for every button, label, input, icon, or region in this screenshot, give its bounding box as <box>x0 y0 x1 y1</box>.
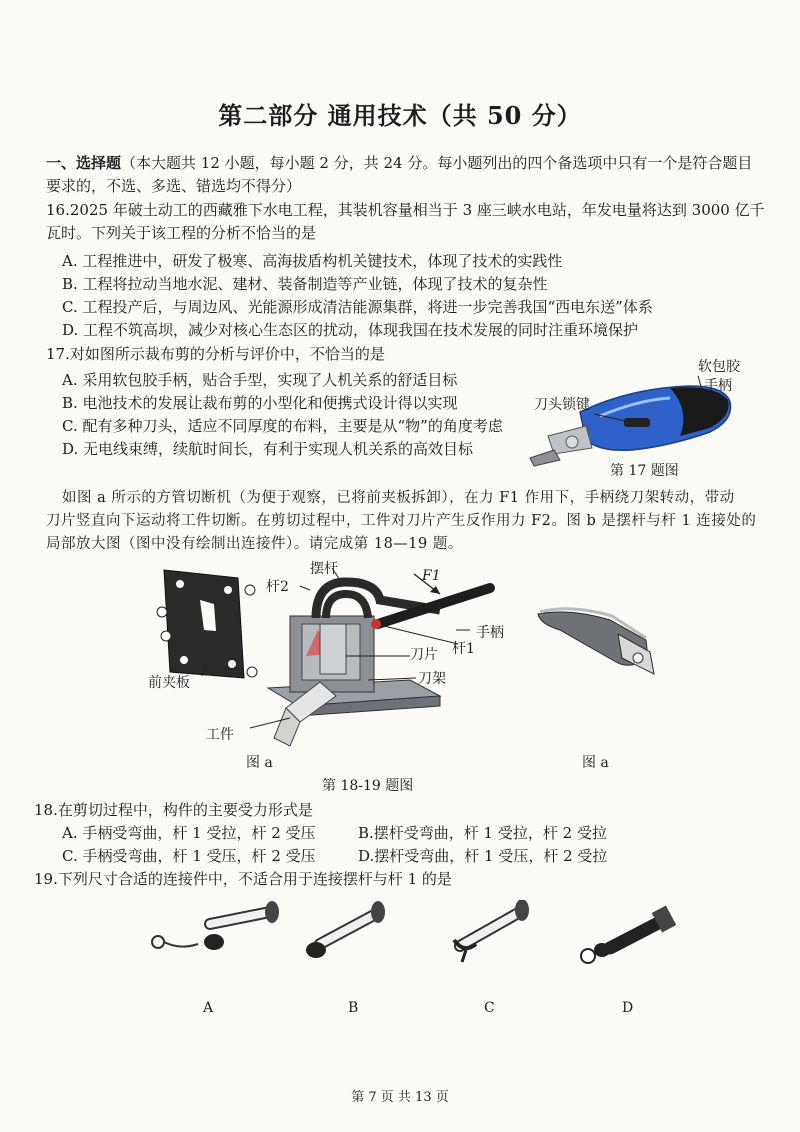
instructions-line-2: 要求的，不选、多选、错选均不得分） <box>46 177 302 195</box>
section-heading: 一、选择题 <box>46 154 122 172</box>
q17-option-a: A. 采用软包胶手柄，贴合手型，实现了人机关系的舒适目标 <box>62 371 458 389</box>
q16-stem-2: 瓦时。下列关于该工程的分析不恰当的是 <box>46 224 317 242</box>
swing-rod-joint-illustration <box>530 600 670 690</box>
q18-option-d: D.摆杆受弯曲，杆 1 受压，杆 2 受拉 <box>358 847 608 865</box>
label-blade: 刀片 <box>410 647 438 663</box>
q18-option-b: B.摆杆受弯曲，杆 1 受拉，杆 2 受拉 <box>358 824 607 842</box>
figure-a <box>140 560 520 750</box>
passage-line-3: 局部放大图（图中没有绘制出连接件）。请完成第 18—19 题。 <box>46 536 463 552</box>
q18-stem: 18.在剪切过程中，构件的主要受力形式是 <box>34 801 313 819</box>
label-rod-1: 杆1 <box>452 641 475 657</box>
connector-c-icon <box>454 900 529 962</box>
instructions-line-1: （本大题共 12 小题，每小题 2 分，共 24 分。每小题列出的四个备选项中只有一个是符合题目 <box>121 154 753 172</box>
passage-line-1: 如图 a 所示的方管切断机（为便于观察，已将前夹板拆卸），在力 F1 作用下，手柄绕刀架转动，带动 <box>62 490 735 506</box>
connector-d-icon <box>581 906 676 963</box>
figures-caption: 第 18-19 题图 <box>322 778 414 794</box>
q19-choice-b: B <box>348 1000 359 1016</box>
q16-stem-1: 16.2025 年破土动工的西藏雅下水电工程，其装机容量相当于 3 座三峡水电站，年发电量将达到 3000 亿千 <box>46 201 765 219</box>
q17-option-d: D. 无电线束缚，续航时间长，有利于实现人机关系的高效目标 <box>62 440 474 458</box>
label-force-f1: F1 <box>422 568 441 584</box>
q18-option-c: C. 手柄受弯曲，杆 1 受压，杆 2 受压 <box>62 847 316 865</box>
connector-a-icon <box>152 901 279 950</box>
q19-connectors <box>140 900 680 980</box>
q19-choice-d: D <box>622 1000 634 1016</box>
connector-options-illustration <box>140 900 680 980</box>
q16-option-b: B. 工程将拉动当地水泥、建材、装备制造等产业链，体现了技术的复杂性 <box>62 275 548 293</box>
q17-option-c: C. 配有多种刀头，适应不同厚度的布料，主要是从“物”的角度考虑 <box>62 417 503 435</box>
q19-stem: 19.下列尺寸合适的连接件中，不适合用于连接摆杆与杆 1 的是 <box>34 870 452 888</box>
page-footer: 第 7 页 共 13 页 <box>351 1090 449 1105</box>
q17-label-key: 刀头锁键 <box>534 397 590 413</box>
label-rod-2: 杆2 <box>266 579 289 595</box>
label-frame: 刀架 <box>418 671 446 687</box>
q16-option-d: D. 工程不筑高坝，减少对核心生态区的扰动，体现我国在技术发展的同时注重环境保护 <box>62 321 639 339</box>
passage-line-2: 刀片竖直向下运动将工件切断。在剪切过程中，工件对刀片产生反作用力 F2。图 b 是摆杆与杆 1 连接处的 <box>46 513 757 529</box>
q17-caption: 第 17 题图 <box>610 463 679 479</box>
q17-stem: 17.对如图所示裁布剪的分析与评价中，不恰当的是 <box>46 345 385 363</box>
page-title: 第二部分 通用技术（共 50 分） <box>218 101 582 130</box>
figure-b-caption: 图 a <box>582 755 609 771</box>
q16-option-a: A. 工程推进中，研发了极寒、高海拔盾构机关键技术，体现了技术的实践性 <box>62 252 563 270</box>
q19-choice-c: C <box>484 1000 495 1016</box>
label-swing-arm: 摆杆 <box>310 561 338 577</box>
q17-label-handle-1: 软包胶 <box>698 359 740 375</box>
q17-option-b: B. 电池技术的发展让裁布剪的小型化和便携式设计得以实现 <box>62 394 458 412</box>
q17-label-handle-2: 手柄 <box>704 378 732 394</box>
label-front-plate: 前夹板 <box>148 675 190 691</box>
section-instructions <box>46 152 752 174</box>
q19-choice-a: A <box>203 1000 214 1016</box>
label-workpiece: 工件 <box>206 727 234 743</box>
label-handle: 手柄 <box>476 625 504 641</box>
figure-b <box>530 600 670 690</box>
q18-option-a: A. 手柄受弯曲，杆 1 受拉，杆 2 受压 <box>62 824 316 842</box>
figure-a-caption: 图 a <box>246 755 273 771</box>
q16-option-c: C. 工程投产后，与周边风、光能源形成清洁能源集群，将进一步完善我国“西电东送”体系 <box>62 298 653 316</box>
connector-b-icon <box>306 901 385 958</box>
